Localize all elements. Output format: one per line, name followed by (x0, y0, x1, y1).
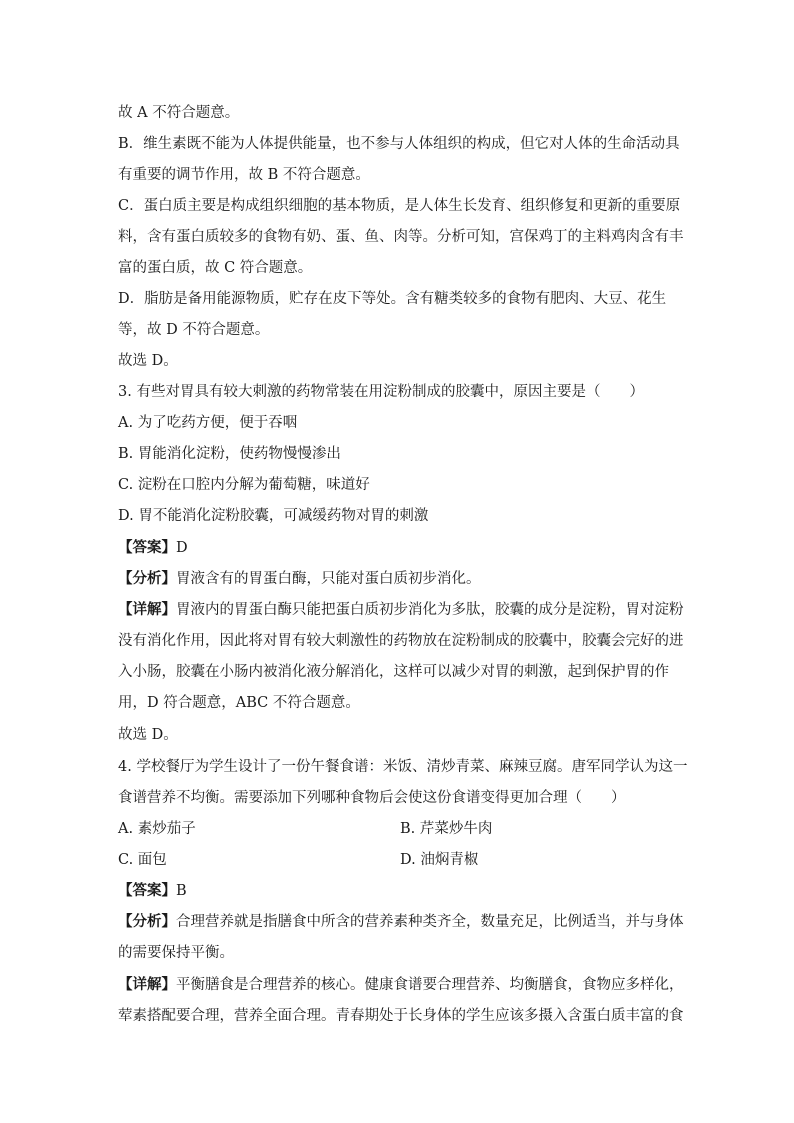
text-line: 用，D 符合题意，ABC 不符合题意。 (118, 695, 360, 711)
text-line: 料，含有蛋白质较多的食物有奶、蛋、鱼、肉等。分析可知，宫保鸡丁的主料鸡肉含有丰 (118, 229, 684, 245)
detail-text: 平衡膳食是合理营养的核心。健康食谱要合理营养、均衡膳食，食物应多样化， (176, 977, 684, 993)
q4-detail (118, 975, 684, 995)
text-line: 等，故 D 不符合题意。 (118, 322, 270, 338)
text-line: 的需要保持平衡。 (118, 945, 234, 961)
analysis-text: 胃液含有的胃蛋白酶，只能对蛋白质初步消化。 (176, 571, 481, 587)
answer-value: D (176, 540, 188, 556)
q4-analysis (118, 912, 684, 932)
question-3-stem: 3. 有些对胃具有较大刺激的药物常装在用淀粉制成的胶囊中，原因主要是（ ） (118, 384, 644, 400)
q3-detail (118, 600, 684, 620)
analysis-text: 合理营养就是指膳食中所含的营养素种类齐全，数量充足，比例适当，并与身体 (176, 914, 684, 930)
q4-answer (118, 881, 678, 901)
answer-tag: 【答案】 (118, 882, 176, 899)
text-line: 故 A 不符合题意。 (118, 105, 240, 121)
q4-options-row-2 (118, 850, 678, 870)
question-4-stem: 4. 学校餐厅为学生设计了一份午餐食谱：米饭、清炒青菜、麻辣豆腐。唐军同学认为这一 (118, 759, 688, 775)
q4-option-b: B. 芹菜炒牛肉 (400, 821, 493, 837)
answer-tag: 【答案】 (118, 539, 176, 556)
q4-option-c: C. 面包 (118, 852, 167, 868)
q3-analysis (118, 569, 678, 589)
answer-value: B (176, 883, 187, 899)
text-line: 有重要的调节作用，故 B 不符合题意。 (118, 167, 370, 183)
conclusion-q2: 故选 D。 (118, 353, 178, 369)
text-line: B．维生素既不能为人体提供能量，也不参与人体组织的构成，但它对人体的生命活动具 (118, 136, 680, 152)
q3-option-a: A. 为了吃药方便，便于吞咽 (118, 415, 298, 431)
detail-tag: 【详解】 (118, 601, 176, 618)
question-4-stem-cont: 食谱营养不均衡。需要添加下列哪种食物后会使这份食谱变得更加合理（ ） (118, 790, 626, 806)
q4-options-row-1 (118, 819, 678, 839)
q3-option-b: B. 胃能消化淀粉，使药物慢慢渗出 (118, 446, 341, 462)
q3-answer (118, 538, 678, 558)
conclusion-q3: 故选 D。 (118, 727, 178, 743)
detail-text: 胃液内的胃蛋白酶只能把蛋白质初步消化为多肽，胶囊的成分是淀粉，胃对淀粉 (176, 602, 684, 618)
text-line: C．蛋白质主要是构成组织细胞的基本物质，是人体生长发育、组织修复和更新的重要原 (118, 198, 681, 214)
analysis-tag: 【分析】 (118, 570, 176, 587)
text-line: 富的蛋白质，故 C 符合题意。 (118, 260, 313, 276)
text-line: 没有消化作用，因此将对胃有较大刺激性的药物放在淀粉制成的胶囊中，胶囊会完好的进 (118, 633, 684, 649)
text-line: 荤素搭配要合理，营养全面合理。青春期处于长身体的学生应该多摄入含蛋白质丰富的食 (118, 1008, 684, 1024)
q3-option-d: D. 胃不能消化淀粉胶囊，可减缓药物对胃的刺激 (118, 508, 429, 524)
q4-option-a: A. 素炒茄子 (118, 821, 196, 837)
detail-tag: 【详解】 (118, 976, 176, 993)
q4-option-d: D. 油焖青椒 (400, 852, 479, 868)
analysis-tag: 【分析】 (118, 913, 176, 930)
q3-option-c: C. 淀粉在口腔内分解为葡萄糖，味道好 (118, 477, 370, 493)
text-line: 入小肠，胶囊在小肠内被消化液分解消化，这样可以减少对胃的刺激，起到保护胃的作 (118, 664, 669, 680)
text-line: D．脂肪是备用能源物质，贮存在皮下等处。含有糖类较多的食物有肥肉、大豆、花生 (118, 291, 667, 307)
